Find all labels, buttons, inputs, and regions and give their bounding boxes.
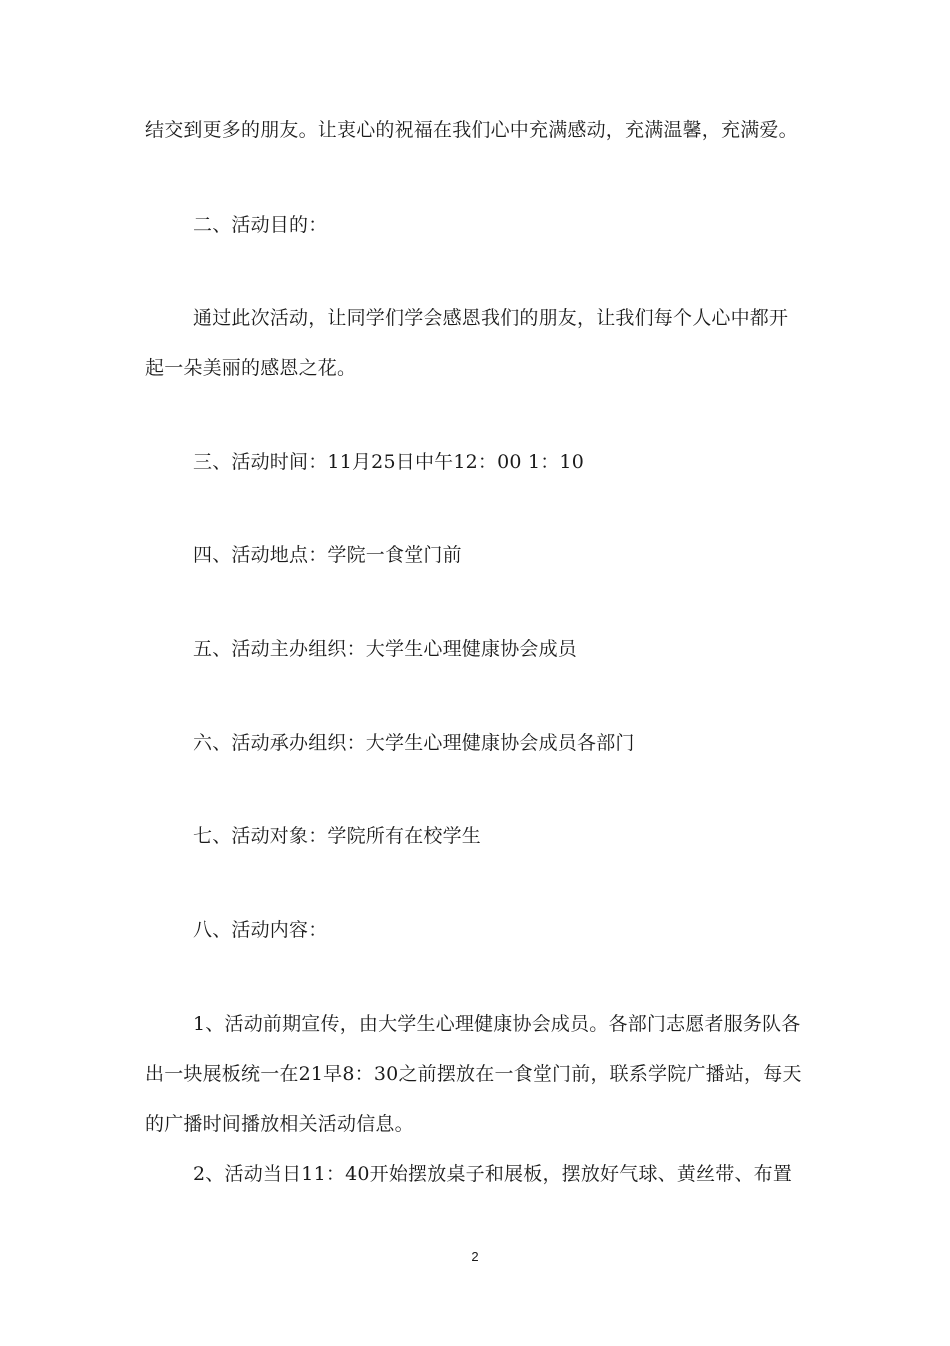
section-heading-purpose: 二、活动目的： (193, 214, 328, 236)
section-heading-location: 四、活动地点：学院一食堂门前 (193, 544, 462, 566)
page-number: 2 (471, 1249, 479, 1264)
section-heading-audience: 七、活动对象：学院所有在校学生 (193, 825, 482, 847)
section-heading-organizer: 五、活动主办组织：大学生心理健康协会成员 (193, 638, 578, 660)
paragraph-line: 2、活动当日11：40开始摆放桌子和展板，摆放好气球、黄丝带、布置 (193, 1163, 793, 1185)
paragraph-line: 1、活动前期宣传，由大学生心理健康协会成员。各部门志愿者服务队各 (193, 1013, 801, 1035)
section-heading-co-organizer: 六、活动承办组织：大学生心理健康协会成员各部门 (193, 732, 635, 754)
paragraph-line: 的广播时间播放相关活动信息。 (145, 1113, 414, 1135)
paragraph-line: 起一朵美丽的感恩之花。 (145, 357, 357, 379)
paragraph-line: 结交到更多的朋友。让衷心的祝福在我们心中充满感动，充满温馨，充满爱。 (145, 119, 798, 141)
section-heading-time: 三、活动时间：11月25日中午12：00 1：10 (193, 451, 585, 473)
paragraph-line: 出一块展板统一在21早8：30之前摆放在一食堂门前，联系学院广播站，每天 (145, 1063, 802, 1085)
section-heading-content: 八、活动内容： (193, 919, 328, 941)
paragraph-line: 通过此次活动，让同学们学会感恩我们的朋友，让我们每个人心中都开 (193, 307, 789, 329)
